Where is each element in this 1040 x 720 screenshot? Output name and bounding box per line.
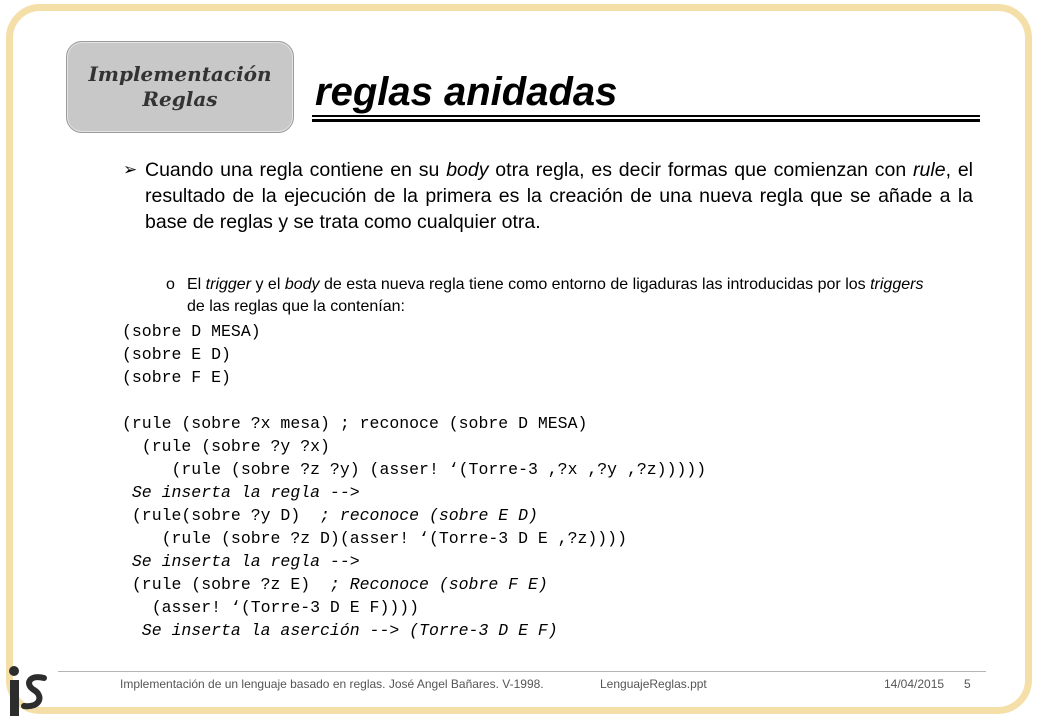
circle-bullet-icon: o [166, 276, 175, 293]
footer-page-number: 5 [964, 677, 971, 691]
code-blank-line [122, 389, 706, 412]
code-line: (rule (sobre ?x mesa) ; reconoce (sobre D MESA) [122, 414, 588, 433]
footer-date: 14/04/2015 [884, 677, 945, 691]
sub-bullet [166, 274, 926, 318]
code-line: (rule(sobre ?y D) ; reconoce (sobre E D) [122, 506, 538, 525]
code-line: (sobre F E) [122, 368, 231, 387]
code-line: (asser! ‘(Torre-3 D E F)))) [122, 598, 420, 617]
section-label-line2: Reglas [142, 87, 218, 111]
slide-title: reglas anidadas [315, 70, 618, 114]
section-label-line1: Implementación [88, 62, 272, 86]
arrow-bullet-icon: ➢ [123, 160, 138, 180]
code-annotation: Se inserta la aserción --> (Torre-3 D E F) [122, 621, 558, 640]
main-bullet-text: Cuando una regla contiene en su body otra regla, es decir formas que comienzan con rule, el resultado de la ejecución de la primera es la creación de una nueva regla que se añade a la base de reglas y se trata como cualquier otra. [145, 159, 973, 233]
code-annotation: Se inserta la regla --> [122, 552, 360, 571]
code-annotation: Se inserta la regla --> [122, 483, 360, 502]
code-block [122, 320, 706, 642]
code-line: (rule (sobre ?z E) ; Reconoce (sobre F E) [122, 575, 548, 594]
title-underline-bottom [312, 119, 980, 122]
code-line: (rule (sobre ?z D)(asser! ‘(Torre-3 D E ,?z)))) [122, 529, 627, 548]
university-logo-icon [4, 662, 54, 718]
section-label-box [66, 41, 294, 133]
code-line: (rule (sobre ?z ?y) (asser! ‘(Torre-3 ,?x ,?y ,?z))))) [122, 460, 707, 479]
sub-bullet-text: El trigger y el body de esta nueva regla tiene como entorno de ligaduras las introducidas por los triggers de las reglas que la contenían: [187, 276, 924, 315]
footer-caption: Implementación de un lenguaje basado en reglas. José Angel Bañares. V-1998. [120, 677, 544, 691]
code-line: (sobre E D) [122, 345, 231, 364]
code-line: (sobre D MESA) [122, 322, 261, 341]
footer-filename: LenguajeReglas.ppt [600, 677, 707, 691]
code-line: (rule (sobre ?y ?x) [122, 437, 330, 456]
main-bullet [123, 157, 973, 235]
footer-divider [58, 671, 986, 672]
title-underline-top [312, 115, 980, 117]
